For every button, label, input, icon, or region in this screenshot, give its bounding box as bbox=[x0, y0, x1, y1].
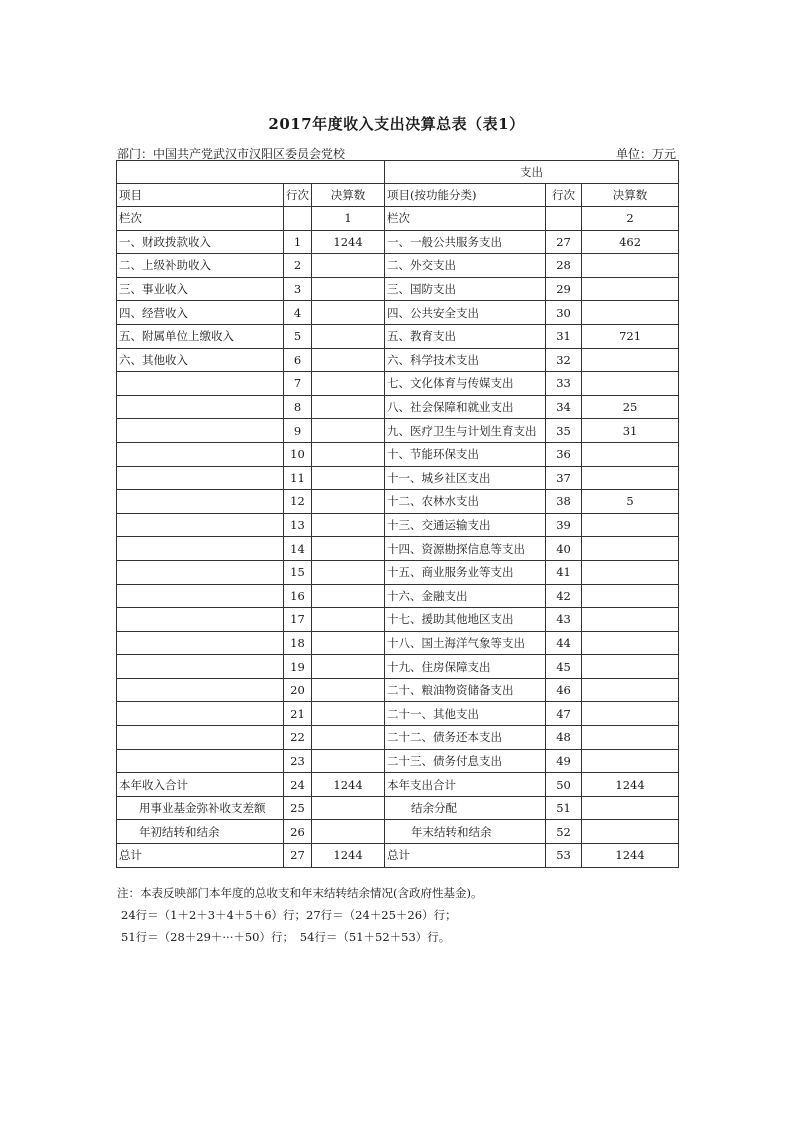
expense-amount bbox=[582, 631, 679, 655]
table-row bbox=[117, 726, 679, 750]
total-expense-rowno: 52 bbox=[546, 820, 582, 844]
income-rowno: 5 bbox=[284, 324, 312, 348]
total-income-amount bbox=[312, 796, 385, 820]
income-amount bbox=[312, 608, 385, 632]
income-item: 六、其他收入 bbox=[117, 348, 284, 372]
income-amount bbox=[312, 372, 385, 396]
expense-item: 十六、金融支出 bbox=[385, 584, 546, 608]
expense-rowno: 41 bbox=[546, 560, 582, 584]
income-item bbox=[117, 560, 284, 584]
table-row bbox=[117, 584, 679, 608]
income-rowno: 13 bbox=[284, 513, 312, 537]
expense-amount bbox=[582, 584, 679, 608]
expense-amount bbox=[582, 348, 679, 372]
note-line: 51行＝（28＋29＋···＋50）行； 54行＝（51＋52＋53）行。 bbox=[121, 930, 451, 944]
expense-amount: 25 bbox=[582, 395, 679, 419]
income-item bbox=[117, 702, 284, 726]
total-expense-amount: 1244 bbox=[582, 773, 679, 797]
expense-amount: 5 bbox=[582, 490, 679, 514]
table-row bbox=[117, 631, 679, 655]
table-row bbox=[117, 749, 679, 773]
expense-amount bbox=[582, 655, 679, 679]
total-expense-rowno: 50 bbox=[546, 773, 582, 797]
income-item bbox=[117, 372, 284, 396]
income-item: 四、经营收入 bbox=[117, 301, 284, 325]
expense-rowno: 44 bbox=[546, 631, 582, 655]
expense-item: 十、节能环保支出 bbox=[385, 442, 546, 466]
income-item bbox=[117, 490, 284, 514]
expense-item: 十四、资源勘探信息等支出 bbox=[385, 537, 546, 561]
expense-amount bbox=[582, 749, 679, 773]
income-rowno: 19 bbox=[284, 655, 312, 679]
expense-item: 六、科学技术支出 bbox=[385, 348, 546, 372]
total-expense-rowno: 53 bbox=[546, 844, 582, 868]
col-label: 栏次 bbox=[117, 207, 284, 231]
income-amount bbox=[312, 655, 385, 679]
expense-rowno: 37 bbox=[546, 466, 582, 490]
expense-item: 五、教育支出 bbox=[385, 324, 546, 348]
income-item bbox=[117, 537, 284, 561]
department-label: 部门：中国共产党武汉市汉阳区委员会党校 bbox=[117, 147, 346, 161]
income-item: 一、财政拨款收入 bbox=[117, 230, 284, 254]
expense-amount bbox=[582, 277, 679, 301]
table-row bbox=[117, 537, 679, 561]
total-income-amount: 1244 bbox=[312, 844, 385, 868]
income-item: 三、事业收入 bbox=[117, 277, 284, 301]
table-row bbox=[117, 395, 679, 419]
expense-item: 四、公共安全支出 bbox=[385, 301, 546, 325]
expense-amount: 31 bbox=[582, 419, 679, 443]
expense-item: 十二、农林水支出 bbox=[385, 490, 546, 514]
expense-rowno: 49 bbox=[546, 749, 582, 773]
page-title: 2017年度收入支出决算总表（表1） bbox=[268, 115, 525, 133]
header-exp-item: 项目(按功能分类) bbox=[385, 184, 546, 207]
expense-rowno: 29 bbox=[546, 277, 582, 301]
income-amount bbox=[312, 490, 385, 514]
expense-item: 九、医疗卫生与计划生育支出 bbox=[385, 419, 546, 443]
expense-item: 十八、国土海洋气象等支出 bbox=[385, 631, 546, 655]
income-amount bbox=[312, 466, 385, 490]
expense-rowno: 47 bbox=[546, 702, 582, 726]
col-number-2: 2 bbox=[582, 207, 679, 231]
income-item bbox=[117, 655, 284, 679]
income-rowno: 22 bbox=[284, 726, 312, 750]
expense-amount bbox=[582, 726, 679, 750]
income-item bbox=[117, 749, 284, 773]
income-rowno: 17 bbox=[284, 608, 312, 632]
expense-band-header: 支出 bbox=[385, 161, 679, 184]
expense-rowno: 48 bbox=[546, 726, 582, 750]
expense-item: 二十二、债务还本支出 bbox=[385, 726, 546, 750]
table-row bbox=[117, 466, 679, 490]
income-rowno: 15 bbox=[284, 560, 312, 584]
income-amount bbox=[312, 702, 385, 726]
expense-amount bbox=[582, 466, 679, 490]
table-row bbox=[117, 560, 679, 584]
income-rowno: 4 bbox=[284, 301, 312, 325]
total-expense-item: 总计 bbox=[385, 844, 546, 868]
total-expense-item: 本年支出合计 bbox=[385, 773, 546, 797]
total-expense-item: 结余分配 bbox=[385, 796, 546, 820]
col-number-1: 1 bbox=[312, 207, 385, 231]
table-row bbox=[117, 702, 679, 726]
table-row bbox=[117, 608, 679, 632]
unit-label: 单位：万元 bbox=[615, 147, 676, 161]
income-amount bbox=[312, 395, 385, 419]
total-income-item: 用事业基金弥补收支差额 bbox=[117, 796, 284, 820]
table-band-row bbox=[117, 161, 679, 184]
income-amount bbox=[312, 277, 385, 301]
expense-item: 八、社会保障和就业支出 bbox=[385, 395, 546, 419]
expense-amount bbox=[582, 301, 679, 325]
table-row bbox=[117, 324, 679, 348]
total-expense-amount bbox=[582, 820, 679, 844]
expense-amount: 462 bbox=[582, 230, 679, 254]
expense-rowno: 27 bbox=[546, 230, 582, 254]
total-expense-amount bbox=[582, 796, 679, 820]
income-rowno: 14 bbox=[284, 537, 312, 561]
expense-amount bbox=[582, 560, 679, 584]
income-amount bbox=[312, 442, 385, 466]
expense-rowno: 32 bbox=[546, 348, 582, 372]
table-row bbox=[117, 372, 679, 396]
col-blank-2 bbox=[546, 207, 582, 231]
header-exp-rowno: 行次 bbox=[546, 184, 582, 207]
total-income-item: 本年收入合计 bbox=[117, 773, 284, 797]
column-number-row bbox=[117, 207, 679, 231]
col-blank bbox=[284, 207, 312, 231]
table-row bbox=[117, 513, 679, 537]
expense-item: 二十一、其他支出 bbox=[385, 702, 546, 726]
income-rowno: 16 bbox=[284, 584, 312, 608]
total-row bbox=[117, 773, 679, 797]
header-rowno: 行次 bbox=[284, 184, 312, 207]
expense-item: 二十、粮油物资储备支出 bbox=[385, 678, 546, 702]
expense-item: 十三、交通运输支出 bbox=[385, 513, 546, 537]
table-notes bbox=[117, 882, 482, 948]
income-item: 二、上级补助收入 bbox=[117, 254, 284, 278]
note-line: 24行＝（1＋2＋3＋4＋5＋6）行；27行＝（24＋25＋26）行； bbox=[121, 908, 457, 922]
income-rowno: 1 bbox=[284, 230, 312, 254]
expense-item: 十五、商业服务业等支出 bbox=[385, 560, 546, 584]
expense-rowno: 28 bbox=[546, 254, 582, 278]
total-income-rowno: 24 bbox=[284, 773, 312, 797]
income-rowno: 18 bbox=[284, 631, 312, 655]
note-line: 注：本表反映部门本年度的总收支和年末结转结余情况(含政府性基金)。 bbox=[117, 886, 483, 900]
income-item bbox=[117, 419, 284, 443]
expense-item: 一、一般公共服务支出 bbox=[385, 230, 546, 254]
income-rowno: 8 bbox=[284, 395, 312, 419]
expense-rowno: 33 bbox=[546, 372, 582, 396]
expense-amount bbox=[582, 442, 679, 466]
expense-amount: 721 bbox=[582, 324, 679, 348]
total-income-rowno: 26 bbox=[284, 820, 312, 844]
income-amount bbox=[312, 301, 385, 325]
income-rowno: 21 bbox=[284, 702, 312, 726]
total-income-rowno: 27 bbox=[284, 844, 312, 868]
income-band-cell bbox=[117, 161, 385, 184]
total-row bbox=[117, 796, 679, 820]
income-amount bbox=[312, 560, 385, 584]
income-rowno: 10 bbox=[284, 442, 312, 466]
income-item bbox=[117, 395, 284, 419]
total-income-rowno: 25 bbox=[284, 796, 312, 820]
income-rowno: 7 bbox=[284, 372, 312, 396]
income-amount bbox=[312, 584, 385, 608]
expense-rowno: 34 bbox=[546, 395, 582, 419]
income-item bbox=[117, 678, 284, 702]
expense-amount bbox=[582, 513, 679, 537]
income-amount bbox=[312, 726, 385, 750]
income-item bbox=[117, 442, 284, 466]
income-amount bbox=[312, 537, 385, 561]
expense-rowno: 43 bbox=[546, 608, 582, 632]
col-label-2: 栏次 bbox=[385, 207, 546, 231]
income-amount bbox=[312, 254, 385, 278]
income-amount bbox=[312, 678, 385, 702]
table-header-row bbox=[117, 184, 679, 207]
income-amount bbox=[312, 513, 385, 537]
income-rowno: 9 bbox=[284, 419, 312, 443]
total-income-item: 总计 bbox=[117, 844, 284, 868]
expense-rowno: 35 bbox=[546, 419, 582, 443]
income-amount: 1244 bbox=[312, 230, 385, 254]
income-rowno: 12 bbox=[284, 490, 312, 514]
header-exp-amount: 决算数 bbox=[582, 184, 679, 207]
expense-item: 七、文化体育与传媒支出 bbox=[385, 372, 546, 396]
table-row bbox=[117, 277, 679, 301]
expense-rowno: 45 bbox=[546, 655, 582, 679]
income-item bbox=[117, 631, 284, 655]
income-rowno: 6 bbox=[284, 348, 312, 372]
expense-rowno: 46 bbox=[546, 678, 582, 702]
income-item: 五、附属单位上缴收入 bbox=[117, 324, 284, 348]
income-item bbox=[117, 466, 284, 490]
table-row bbox=[117, 442, 679, 466]
expense-amount bbox=[582, 702, 679, 726]
income-amount bbox=[312, 348, 385, 372]
income-rowno: 2 bbox=[284, 254, 312, 278]
total-expense-rowno: 51 bbox=[546, 796, 582, 820]
table-row bbox=[117, 655, 679, 679]
income-item bbox=[117, 513, 284, 537]
total-income-amount: 1244 bbox=[312, 773, 385, 797]
expense-rowno: 39 bbox=[546, 513, 582, 537]
expense-amount bbox=[582, 608, 679, 632]
expense-item: 十七、援助其他地区支出 bbox=[385, 608, 546, 632]
income-amount bbox=[312, 419, 385, 443]
income-item bbox=[117, 726, 284, 750]
expense-amount bbox=[582, 537, 679, 561]
income-rowno: 11 bbox=[284, 466, 312, 490]
table-row bbox=[117, 678, 679, 702]
expense-rowno: 30 bbox=[546, 301, 582, 325]
table-row bbox=[117, 230, 679, 254]
table-row bbox=[117, 348, 679, 372]
expense-item: 十九、住房保障支出 bbox=[385, 655, 546, 679]
expense-rowno: 38 bbox=[546, 490, 582, 514]
total-expense-item: 年末结转和结余 bbox=[385, 820, 546, 844]
expense-amount bbox=[582, 372, 679, 396]
income-item bbox=[117, 608, 284, 632]
total-row bbox=[117, 844, 679, 868]
table-row bbox=[117, 490, 679, 514]
income-amount bbox=[312, 324, 385, 348]
table-row bbox=[117, 419, 679, 443]
income-rowno: 20 bbox=[284, 678, 312, 702]
income-rowno: 23 bbox=[284, 749, 312, 773]
expense-rowno: 36 bbox=[546, 442, 582, 466]
income-item bbox=[117, 584, 284, 608]
income-rowno: 3 bbox=[284, 277, 312, 301]
expense-item: 十一、城乡社区支出 bbox=[385, 466, 546, 490]
total-income-amount bbox=[312, 820, 385, 844]
total-expense-amount: 1244 bbox=[582, 844, 679, 868]
expense-item: 二、外交支出 bbox=[385, 254, 546, 278]
expense-item: 二十三、债务付息支出 bbox=[385, 749, 546, 773]
income-amount bbox=[312, 749, 385, 773]
budget-summary-table bbox=[116, 160, 679, 868]
expense-rowno: 40 bbox=[546, 537, 582, 561]
table-row bbox=[117, 301, 679, 325]
expense-rowno: 31 bbox=[546, 324, 582, 348]
total-row bbox=[117, 820, 679, 844]
expense-amount bbox=[582, 678, 679, 702]
header-amount: 决算数 bbox=[312, 184, 385, 207]
expense-amount bbox=[582, 254, 679, 278]
expense-item: 三、国防支出 bbox=[385, 277, 546, 301]
income-amount bbox=[312, 631, 385, 655]
expense-rowno: 42 bbox=[546, 584, 582, 608]
header-item: 项目 bbox=[117, 184, 284, 207]
total-income-item: 年初结转和结余 bbox=[117, 820, 284, 844]
table-row bbox=[117, 254, 679, 278]
